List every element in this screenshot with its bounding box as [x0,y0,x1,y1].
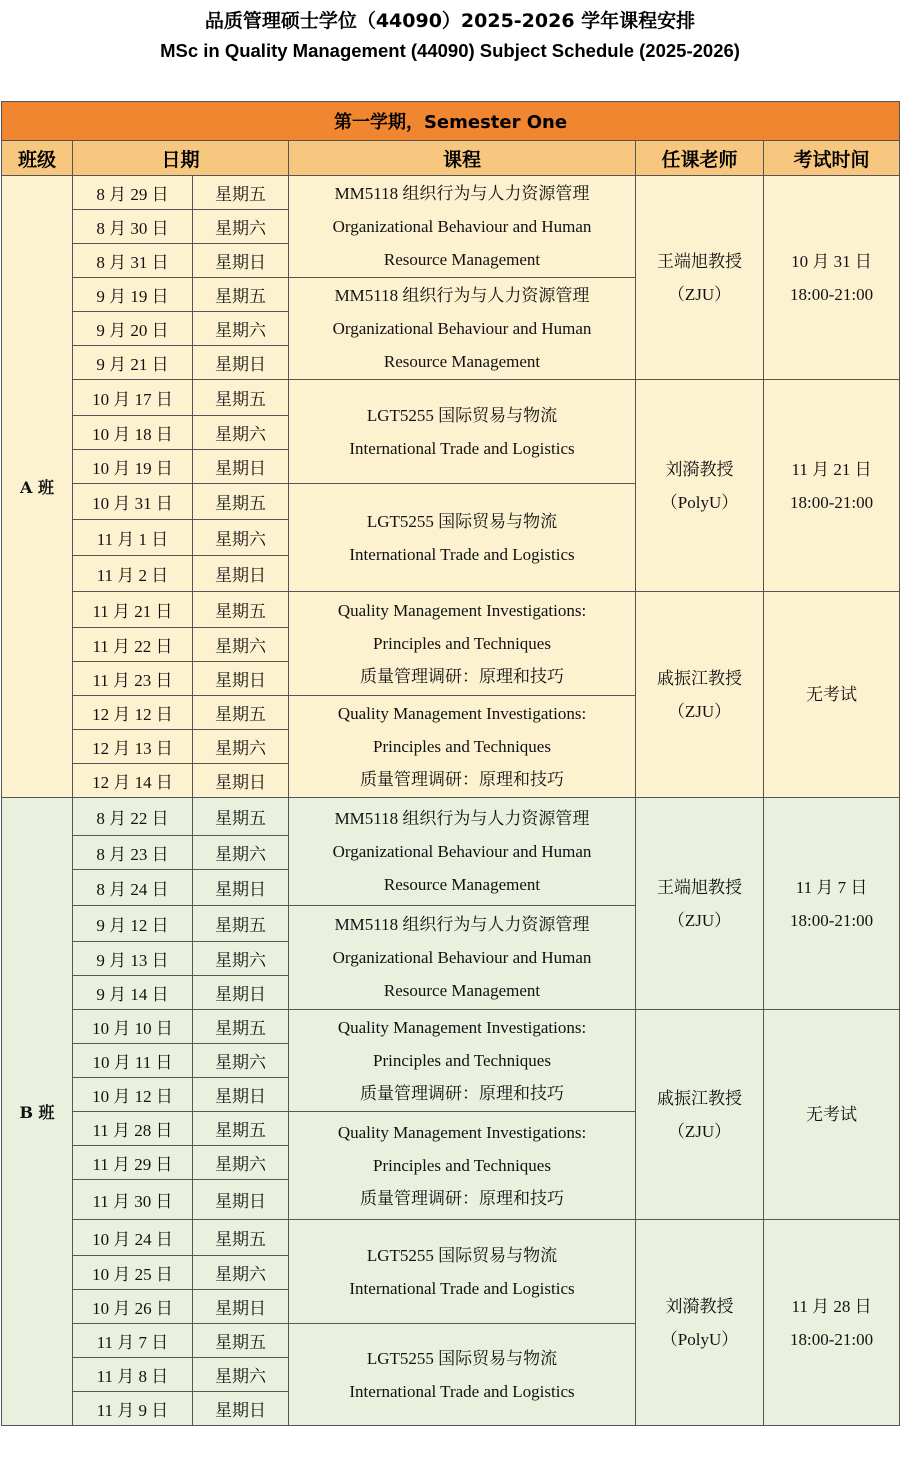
session-date: 8 月 31 日 [73,244,193,278]
course-line: LGT5255 国际贸易与物流 [366,1245,558,1265]
session-weekday: 星期日 [193,346,289,380]
session-weekday: 星期六 [193,942,289,976]
session-weekday: 星期日 [193,662,289,696]
session-date: 10 月 11 日 [73,1044,193,1078]
page-title-en: MSc in Quality Management (44090) Subject Schedule (2025-2026) [160,40,740,61]
course-line: MM5118 组织行为与人力资源管理 [334,915,590,934]
session-weekday: 星期日 [193,450,289,484]
session-weekday: 星期六 [193,1044,289,1078]
session-date: 10 月 12 日 [73,1078,193,1112]
teacher-name: 戚振江教授 [657,668,742,688]
exam-time-line: 无考试 [806,685,858,704]
course-block [289,906,636,1010]
session-date: 10 月 18 日 [73,416,193,450]
session-date: 9 月 12 日 [73,906,193,942]
table-row [2,592,900,628]
session-weekday: 星期六 [193,416,289,450]
exam-time-cell [764,798,900,1010]
semester-header: 第一学期，Semester One [2,102,900,141]
session-date: 11 月 28 日 [73,1112,193,1146]
session-weekday: 星期六 [193,730,289,764]
teacher-name: 王端旭教授 [657,877,742,897]
class-label: A 班 [2,176,73,798]
session-date: 11 月 21 日 [73,592,193,628]
teacher-cell [636,592,764,798]
course-block [289,1112,636,1220]
teacher-name: 刘漪教授 [665,1296,734,1316]
course-line: International Trade and Logistics [349,1381,575,1401]
session-date: 11 月 9 日 [73,1392,193,1426]
session-weekday: 星期日 [193,1180,289,1220]
session-date: 11 月 29 日 [73,1146,193,1180]
column-header-exam: 考试时间 [764,141,900,176]
course-line: 质量管理调研：原理和技巧 [360,667,564,686]
exam-time-cell [764,380,900,592]
session-date: 11 月 7 日 [73,1324,193,1358]
session-date: 11 月 8 日 [73,1358,193,1392]
column-header-class: 班级 [2,141,73,176]
session-date: 11 月 2 日 [73,556,193,592]
session-date: 10 月 26 日 [73,1290,193,1324]
exam-time-line: 11 月 7 日 [795,877,868,897]
course-line: Organizational Behaviour and Human [332,842,592,861]
session-date: 11 月 22 日 [73,628,193,662]
exam-time-cell [764,1010,900,1220]
course-line: LGT5255 国际贸易与物流 [366,511,558,531]
session-weekday: 星期日 [193,870,289,906]
session-weekday: 星期五 [193,1010,289,1044]
session-weekday: 星期五 [193,906,289,942]
course-line: Resource Management [383,250,541,269]
session-weekday: 星期六 [193,1256,289,1290]
teacher-institution: （PolyU） [660,1329,739,1349]
teacher-institution: （ZJU） [667,284,732,304]
session-weekday: 星期六 [193,520,289,556]
session-date: 8 月 23 日 [73,836,193,870]
teacher-cell [636,798,764,1010]
course-line: 质量管理调研：原理和技巧 [360,1189,564,1208]
course-line: 质量管理调研：原理和技巧 [360,770,564,789]
course-block [289,380,636,484]
course-block [289,592,636,696]
page-header [0,0,900,66]
session-date: 10 月 25 日 [73,1256,193,1290]
exam-time-cell [764,592,900,798]
course-line: International Trade and Logistics [349,544,575,564]
table-row [2,1220,900,1256]
course-line: Organizational Behaviour and Human [332,319,592,338]
session-weekday: 星期六 [193,210,289,244]
session-date: 11 月 30 日 [73,1180,193,1220]
exam-time-line: 18:00-21:00 [789,492,874,512]
session-weekday: 星期五 [193,592,289,628]
course-line: Organizational Behaviour and Human [332,217,592,236]
session-date: 10 月 10 日 [73,1010,193,1044]
session-weekday: 星期日 [193,1392,289,1426]
session-weekday: 星期日 [193,976,289,1010]
session-weekday: 星期日 [193,1078,289,1112]
teacher-name: 戚振江教授 [657,1088,742,1108]
teacher-cell [636,176,764,380]
column-header-date: 日期 [73,141,289,176]
course-line: MM5118 组织行为与人力资源管理 [334,809,590,828]
session-date: 10 月 31 日 [73,484,193,520]
course-line: MM5118 组织行为与人力资源管理 [334,286,590,305]
session-weekday: 星期五 [193,696,289,730]
exam-time-line: 10 月 31 日 [791,251,872,271]
course-line: MM5118 组织行为与人力资源管理 [334,184,590,203]
session-weekday: 星期六 [193,1358,289,1392]
teacher-cell [636,380,764,592]
teacher-cell [636,1010,764,1220]
session-date: 8 月 24 日 [73,870,193,906]
session-date: 11 月 1 日 [73,520,193,556]
teacher-institution: （PolyU） [660,492,739,512]
teacher-name: 刘漪教授 [665,459,734,479]
session-date: 9 月 20 日 [73,312,193,346]
session-date: 10 月 17 日 [73,380,193,416]
session-weekday: 星期五 [193,1324,289,1358]
exam-time-line: 18:00-21:00 [789,284,874,304]
course-line: International Trade and Logistics [349,438,575,458]
session-weekday: 星期日 [193,556,289,592]
exam-time-line: 11 月 21 日 [791,459,872,479]
schedule-body [2,176,900,1426]
course-block [289,1010,636,1112]
course-block [289,484,636,592]
exam-time-cell [764,1220,900,1426]
session-date: 12 月 14 日 [73,764,193,798]
course-block [289,1324,636,1426]
course-line: Quality Management Investigations: [337,1018,587,1037]
course-line: International Trade and Logistics [349,1278,575,1298]
session-weekday: 星期五 [193,1220,289,1256]
session-date: 8 月 22 日 [73,798,193,836]
course-line: 质量管理调研：原理和技巧 [360,1084,564,1103]
session-date: 9 月 14 日 [73,976,193,1010]
exam-time-line: 无考试 [806,1105,858,1124]
column-header-course: 课程 [289,141,636,176]
session-date: 12 月 13 日 [73,730,193,764]
course-line: Principles and Techniques [373,634,551,653]
session-weekday: 星期日 [193,244,289,278]
session-weekday: 星期五 [193,1112,289,1146]
exam-time-cell [764,176,900,380]
session-date: 9 月 21 日 [73,346,193,380]
course-block [289,1220,636,1324]
course-line: Principles and Techniques [373,737,551,756]
session-weekday: 星期五 [193,380,289,416]
course-line: LGT5255 国际贸易与物流 [366,405,558,425]
teacher-institution: （ZJU） [667,910,732,930]
table-row [2,1010,900,1044]
course-line: Organizational Behaviour and Human [332,948,592,967]
session-weekday: 星期日 [193,764,289,798]
session-weekday: 星期五 [193,176,289,210]
course-line: LGT5255 国际贸易与物流 [366,1348,558,1368]
schedule-table [1,101,900,1426]
course-line: Principles and Techniques [373,1051,551,1070]
session-weekday: 星期五 [193,278,289,312]
session-date: 10 月 24 日 [73,1220,193,1256]
course-line: Resource Management [383,981,541,1000]
page-title-cn: 品质管理硕士学位（44090）2025-2026 学年课程安排 [204,10,696,32]
session-date: 11 月 23 日 [73,662,193,696]
course-block [289,176,636,278]
course-block [289,798,636,906]
class-label: B 班 [2,798,73,1426]
course-line: Principles and Techniques [373,1156,551,1175]
course-line: Quality Management Investigations: [337,1123,587,1142]
course-block [289,278,636,380]
session-weekday: 星期五 [193,798,289,836]
course-line: Quality Management Investigations: [337,704,587,723]
teacher-institution: （ZJU） [667,1121,732,1141]
course-line: Resource Management [383,352,541,371]
table-row [2,798,900,836]
teacher-name: 王端旭教授 [657,251,742,271]
session-weekday: 星期六 [193,312,289,346]
session-date: 9 月 13 日 [73,942,193,976]
teacher-cell [636,1220,764,1426]
session-date: 9 月 19 日 [73,278,193,312]
session-date: 8 月 29 日 [73,176,193,210]
session-weekday: 星期日 [193,1290,289,1324]
exam-time-line: 11 月 28 日 [791,1296,872,1316]
session-date: 10 月 19 日 [73,450,193,484]
session-weekday: 星期六 [193,628,289,662]
table-row [2,176,900,210]
session-weekday: 星期五 [193,484,289,520]
course-line: Quality Management Investigations: [337,601,587,620]
exam-time-line: 18:00-21:00 [789,1329,874,1349]
table-row [2,380,900,416]
session-weekday: 星期六 [193,836,289,870]
column-header-teacher: 任课老师 [636,141,764,176]
session-weekday: 星期六 [193,1146,289,1180]
teacher-institution: （ZJU） [667,701,732,721]
course-line: Resource Management [383,875,541,894]
session-date: 12 月 12 日 [73,696,193,730]
session-date: 8 月 30 日 [73,210,193,244]
course-block [289,696,636,798]
exam-time-line: 18:00-21:00 [789,910,874,930]
